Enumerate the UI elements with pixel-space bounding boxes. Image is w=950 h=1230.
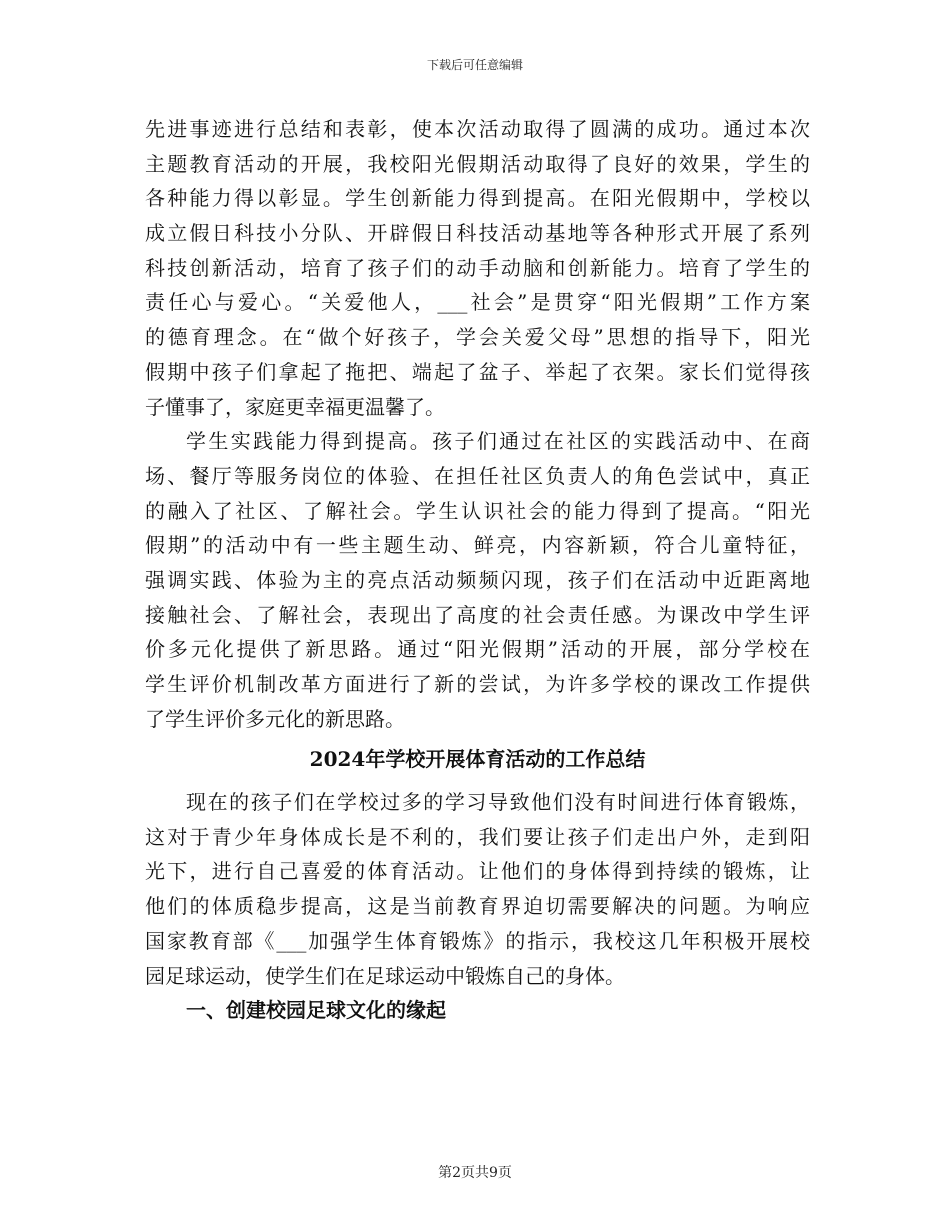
- text-line: 了学生评价多元化的新思路。: [145, 706, 405, 731]
- text-line: 现在的孩子们在学校过多的学习导致他们没有时间进行体育锻炼，: [186, 790, 810, 815]
- page-footer: 第2页共9页: [438, 1165, 512, 1181]
- text-line: 学生评价机制改革方面进行了新的尝试，为许多学校的课改工作提供: [145, 672, 810, 696]
- text-line: 光下，进行自己喜爱的体育活动。让他们的身体得到持续的锻炼，让: [145, 859, 810, 884]
- page-header: 下载后可任意编辑: [426, 58, 523, 72]
- text-line: 责任心与爱心。“关爱他人，___社会”是贯穿“阳光假期”工作方案: [145, 290, 810, 315]
- paragraph-2: [145, 424, 810, 736]
- text-line: 国家教育部《___加强学生体育锻炼》的指示，我校这几年积极开展校: [145, 928, 810, 953]
- text-line: 假期”的活动中有一些主题生动、鲜亮，内容新颖，符合儿童特征，: [145, 533, 810, 558]
- section-title: 2024年学校开展体育活动的工作总结: [309, 747, 646, 772]
- text-line: 学生实践能力得到提高。孩子们通过在社区的实践活动中、在商: [186, 429, 810, 454]
- text-line: 他们的体质稳步提高，这是当前教育界迫切需要解决的问题。为响应: [145, 894, 810, 919]
- text-line: 假期中孩子们拿起了拖把、端起了盆子、举起了衣架。家长们觉得孩: [145, 359, 810, 384]
- text-line: 的德育理念。在“做个好孩子，学会关爱父母”思想的指导下，阳光: [145, 325, 810, 350]
- text-line: 强调实践、体验为主的亮点活动频频闪现，孩子们在活动中近距离地: [145, 567, 810, 592]
- text-line: 接触社会、了解社会，表现出了高度的社会责任感。为课改中学生评: [145, 602, 810, 627]
- paragraph-3: [145, 785, 810, 993]
- subsection-heading: 一、创建校园足球文化的缘起: [186, 998, 446, 1023]
- text-line: 主题教育活动的开展，我校阳光假期活动取得了良好的效果，学生的: [145, 151, 810, 176]
- text-line: 子懂事了，家庭更幸福更温馨了。: [145, 394, 445, 419]
- text-line: 场、餐厅等服务岗位的体验、在担任社区负责人的角色尝试中，真正: [145, 463, 810, 488]
- text-line: 的融入了社区、了解社会。学生认识社会的能力得到了提高。“阳光: [145, 498, 810, 523]
- document-body: [145, 112, 810, 1028]
- text-line: 各种能力得以彰显。学生创新能力得到提高。在阳光假期中，学校以: [145, 186, 810, 211]
- text-line: 先进事迹进行总结和表彰，使本次活动取得了圆满的成功。通过本次: [145, 117, 810, 141]
- text-line: 园足球运动，使学生们在足球运动中锻炼自己的身体。: [145, 963, 625, 988]
- text-line: 这对于青少年身体成长是不利的，我们要让孩子们走出户外，走到阳: [145, 824, 810, 849]
- text-line: 科技创新活动，培育了孩子们的动手动脑和创新能力。培育了学生的: [145, 255, 810, 280]
- paragraph-1: [145, 112, 810, 424]
- text-line: 价多元化提供了新思路。通过“阳光假期”活动的开展，部分学校在: [145, 637, 810, 662]
- text-line: 成立假日科技小分队、开辟假日科技活动基地等各种形式开展了系列: [145, 221, 810, 246]
